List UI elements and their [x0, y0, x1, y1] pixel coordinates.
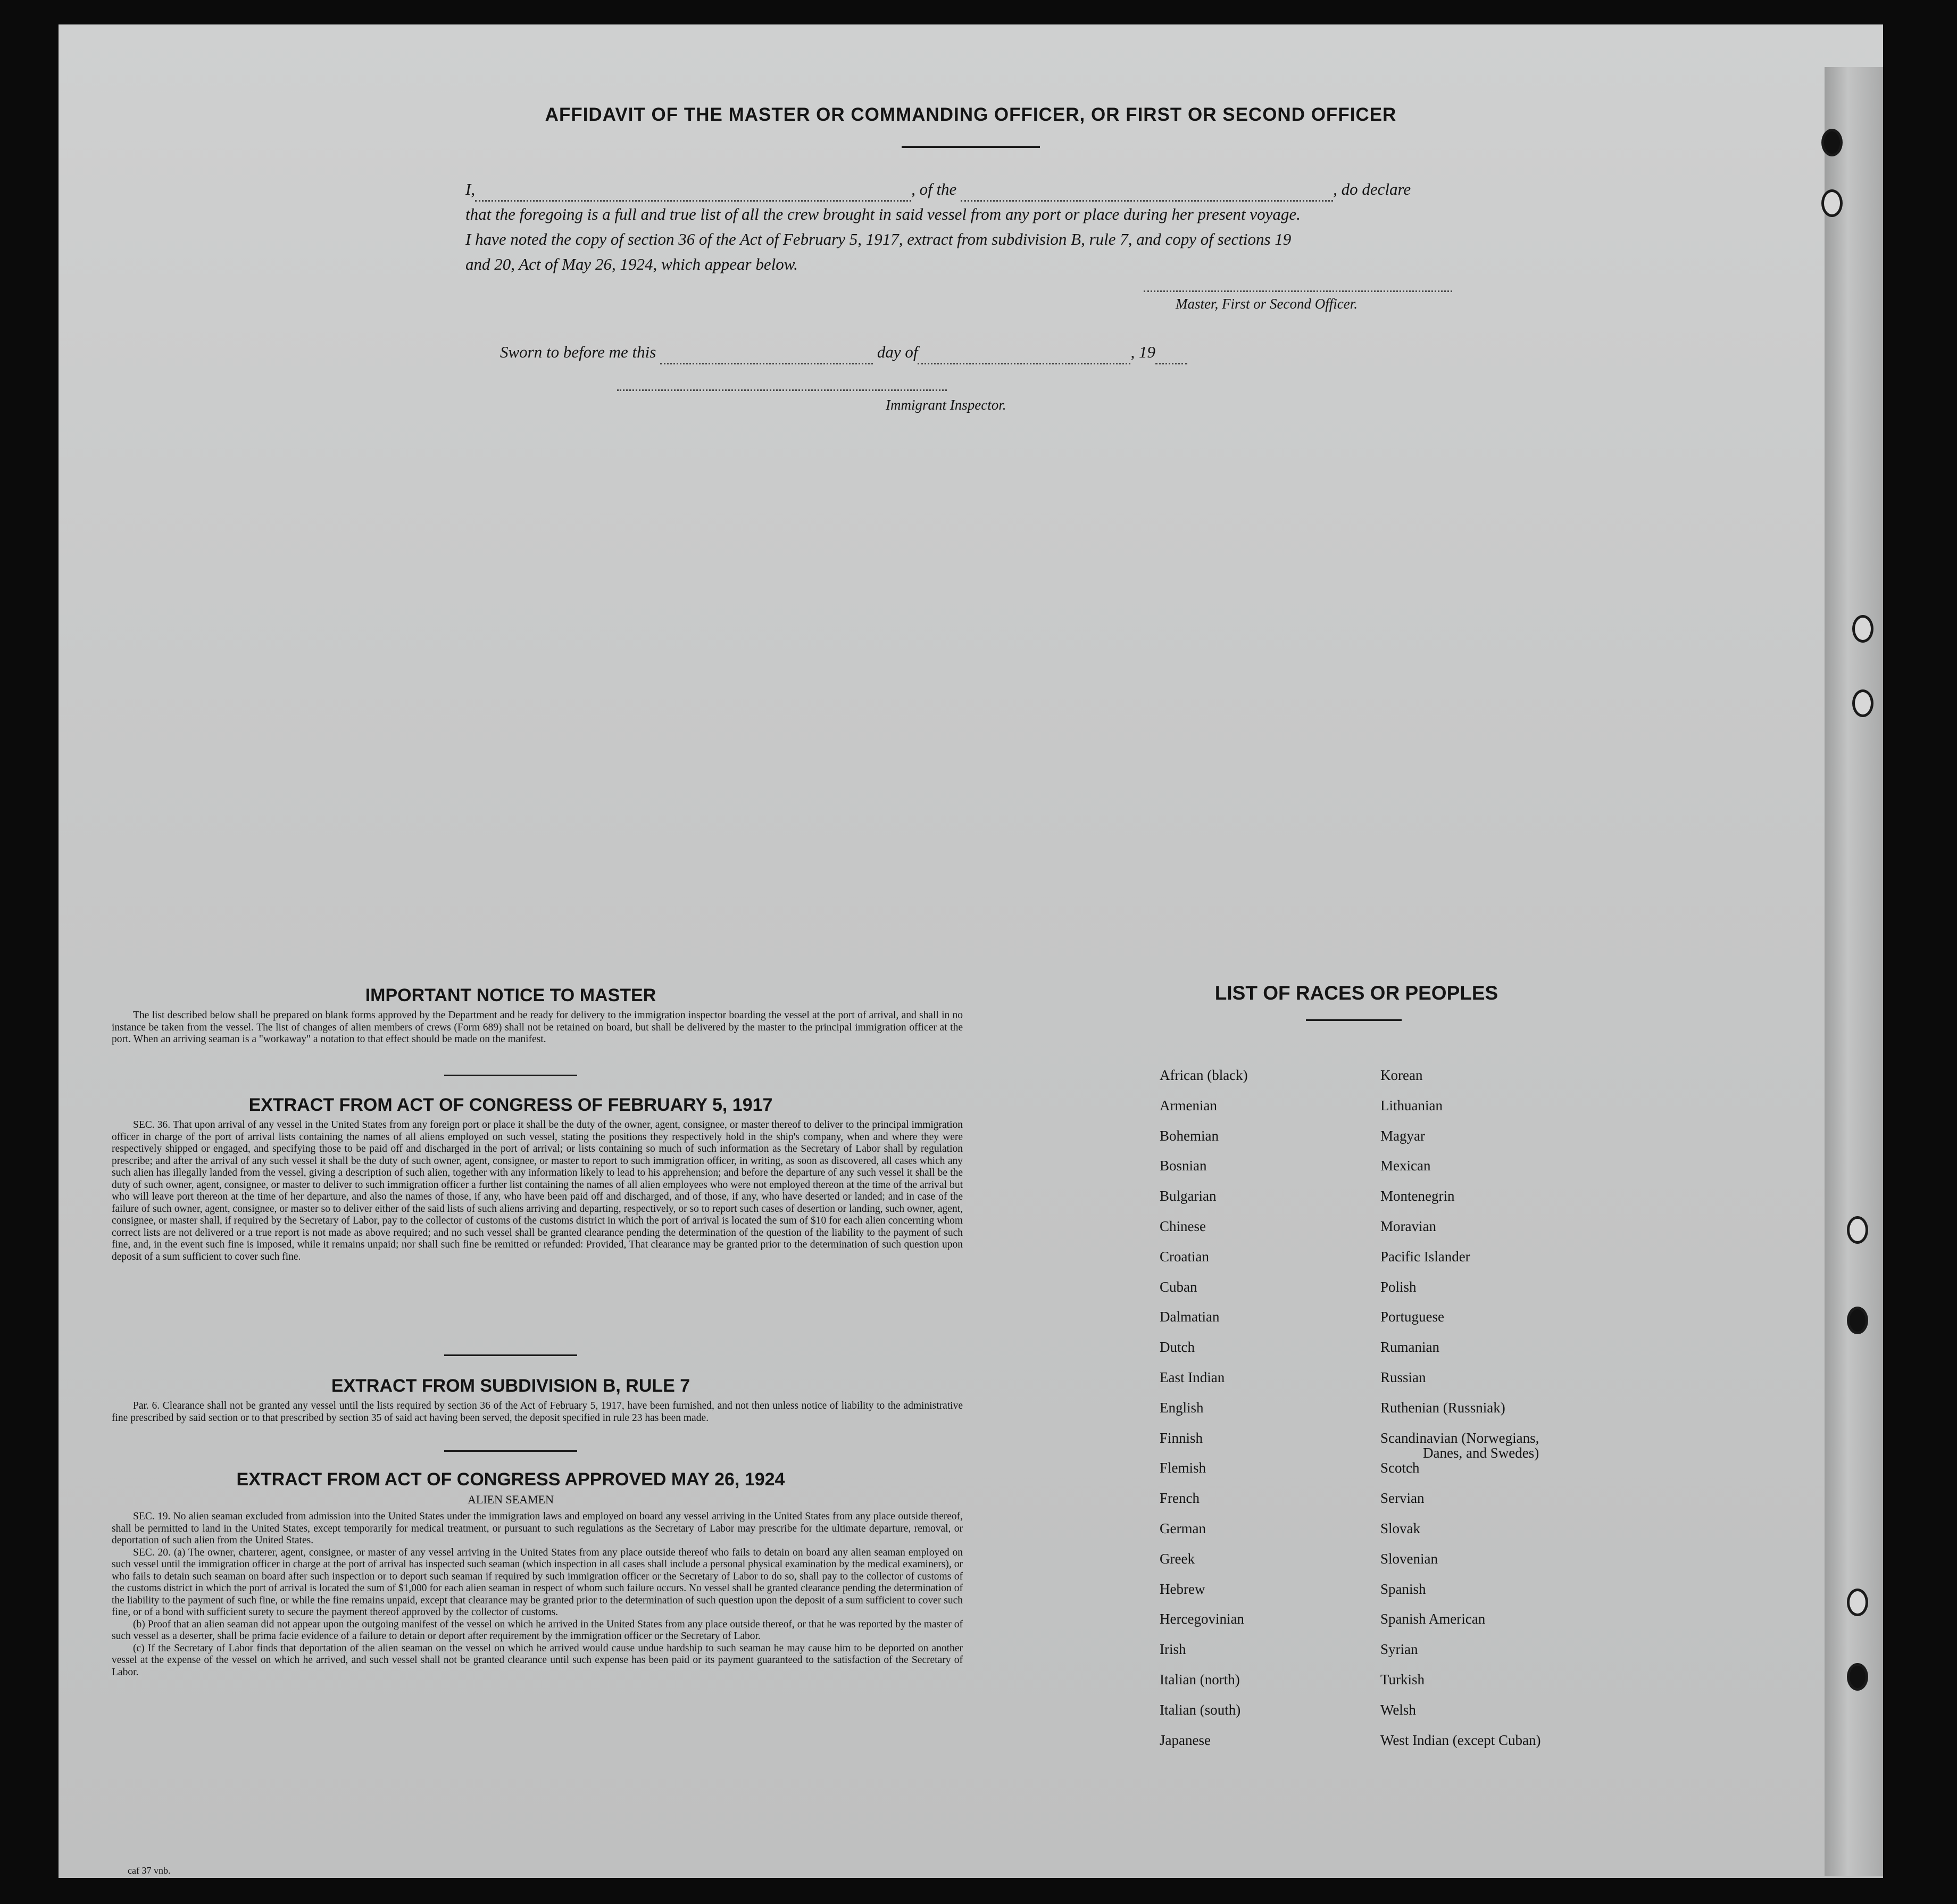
extract-1917-title: EXTRACT FROM ACT OF CONGRESS OF FEBRUARY 5, 1917 [248, 1095, 773, 1115]
sworn-prefix: Sworn to before me this [500, 343, 656, 361]
affidavit-do-declare: , do declare [1333, 180, 1411, 198]
race-item: Italian (north) [1160, 1671, 1240, 1687]
race-item: Bulgarian [1160, 1188, 1217, 1204]
year-prefix: , 19 [1130, 343, 1155, 361]
race-item: German [1160, 1520, 1206, 1536]
race-item: Slovenian [1380, 1550, 1438, 1567]
binder-hole [1847, 1216, 1868, 1244]
race-item: Chinese [1160, 1218, 1206, 1234]
race-item: Dalmatian [1160, 1309, 1220, 1325]
race-item: Cuban [1160, 1278, 1197, 1295]
race-item: Moravian [1380, 1218, 1436, 1234]
race-item: Flemish [1160, 1460, 1206, 1476]
race-item: Scandinavian (Norwegians, [1380, 1429, 1539, 1446]
race-item: African (black) [1160, 1067, 1248, 1083]
sworn-line [500, 339, 1489, 364]
race-item: Armenian [1160, 1097, 1217, 1113]
race-item: Finnish [1160, 1429, 1203, 1446]
race-item: Russian [1380, 1369, 1426, 1385]
vessel-field[interactable] [961, 184, 1333, 202]
race-item: Turkish [1380, 1671, 1425, 1687]
races-column-2 [1380, 1060, 1540, 1755]
day-of-label: day of [877, 343, 918, 361]
binder-hole [1852, 689, 1873, 717]
race-item: Hebrew [1160, 1581, 1205, 1597]
race-item: Mexican [1380, 1158, 1431, 1174]
race-item: French [1160, 1490, 1200, 1507]
inspector-signature-label: Immigrant Inspector. [886, 397, 1006, 413]
form-code: caf 37 vnb. [128, 1865, 171, 1876]
races-divider [1306, 1019, 1402, 1021]
extract-1924-title: EXTRACT FROM ACT OF CONGRESS APPROVED MAY 26, 1924 [236, 1469, 785, 1490]
master-signature-label: Master, First or Second Officer. [1176, 296, 1358, 312]
binder-hole [1847, 1663, 1868, 1691]
binder-hole [1821, 189, 1843, 217]
race-item: Magyar [1380, 1127, 1425, 1144]
race-item: Polish [1380, 1278, 1417, 1295]
binder-hole [1852, 615, 1873, 643]
title-divider [902, 146, 1040, 148]
race-item: Rumanian [1380, 1339, 1439, 1356]
race-item: Croatian [1160, 1248, 1209, 1265]
race-item: Dutch [1160, 1339, 1195, 1356]
race-item: Greek [1160, 1550, 1195, 1567]
affidavit-title: AFFIDAVIT OF THE MASTER OR COMMANDING OFFICER, OR FIRST OR SECOND OFFICER [545, 104, 1397, 125]
binder-hole [1847, 1307, 1868, 1334]
race-item: Korean [1380, 1067, 1423, 1083]
name-field[interactable] [475, 184, 911, 202]
sec20c-paragraph: (c) If the Secretary of Labor finds that deportation of the alien seaman on the vessel on which he arrived would cause undue hardship to such seaman he may cause him to be deported on another vessel at the expense of the vessel on which he arrived, and such vessel shall not be granted clearance until such expense has been paid or its payment guaranteed to the satisfaction of the Secretary of Labor. [112, 1642, 963, 1678]
races-column-1 [1160, 1060, 1248, 1755]
race-item: Danes, and Swedes) [1423, 1444, 1539, 1461]
race-item: Pacific Islander [1380, 1248, 1470, 1265]
notice-title: IMPORTANT NOTICE TO MASTER [365, 985, 656, 1005]
race-item: Italian (south) [1160, 1701, 1241, 1718]
extract-1917-body [112, 1119, 963, 1263]
inspector-signature-line[interactable] [617, 389, 947, 391]
notice-paragraph: The list described below shall be prepared on blank forms approved by the Department and be ready for delivery to the immigration inspector boarding the vessel at the port of arrival, and shall in no instance be taken from the vessel. The list of changes of alien members of crews (Form 689) shall not be retained on board, but shall be delivered by the master to the principal immigration officer at the port. When an arriving seaman is a "workaway" a notation to that effect should be made on the manifest. [112, 1010, 963, 1045]
race-item: Spanish [1380, 1581, 1426, 1597]
race-item: Spanish American [1380, 1611, 1486, 1627]
race-item: Servian [1380, 1490, 1425, 1507]
race-item: East Indian [1160, 1369, 1225, 1385]
extract-1924-body [112, 1511, 963, 1678]
affidavit-line-4: and 20, Act of May 26, 1924, which appear below. [465, 255, 798, 273]
affidavit-line-2: that the foregoing is a full and true list of all the crew brought in said vessel from any port or place during her present voyage. [465, 205, 1301, 223]
affidavit-of-the: , of the [911, 180, 957, 198]
affidavit-line-1 [465, 177, 1455, 202]
sworn-month-field[interactable] [918, 347, 1130, 364]
document-page [59, 24, 1883, 1878]
sworn-year-field[interactable] [1155, 347, 1187, 364]
sec20b-paragraph: (b) Proof that an alien seaman did not appear upon the outgoing manifest of the vessel on which he arrived in the United States from any place outside thereof, or that he was reported by the master of such vessel as a deserter, shall be prima facie evidence of a failure to detain or deport after requirement by the immigration officer or the Secretary of Labor. [112, 1618, 963, 1642]
race-item: Syrian [1380, 1641, 1418, 1658]
section-divider [444, 1450, 577, 1452]
race-item: Bohemian [1160, 1127, 1219, 1144]
affidavit-text [465, 177, 1455, 277]
race-item: Hercegovinian [1160, 1611, 1244, 1627]
rule7-title: EXTRACT FROM SUBDIVISION B, RULE 7 [331, 1376, 690, 1396]
race-item: Slovak [1380, 1520, 1421, 1536]
race-item: English [1160, 1399, 1204, 1416]
race-item: Ruthenian (Russniak) [1380, 1399, 1505, 1416]
race-item: Japanese [1160, 1732, 1211, 1748]
race-item: Lithuanian [1380, 1097, 1443, 1113]
section-divider [444, 1354, 577, 1356]
sworn-day-field[interactable] [660, 347, 873, 364]
master-signature-line[interactable] [1144, 290, 1452, 292]
races-title: LIST OF RACES OR PEOPLES [1214, 982, 1498, 1004]
race-item: West Indian (except Cuban) [1380, 1732, 1541, 1748]
binder-hole [1821, 129, 1843, 156]
rule7-body [112, 1400, 963, 1424]
section-divider [444, 1075, 577, 1076]
affidavit-i: I, [465, 180, 476, 198]
sec19-paragraph: SEC. 19. No alien seaman excluded from admission into the United States under the immigration laws and employed on board any vessel arriving in the United States from any place outside thereof, shall be permitted to land in the United States, except temporarily for medical treatment, or pursuant to such regulations as the Secretary of Labor may prescribe for the ultimate departure, removal, or deportation of such alien from the United States. [112, 1511, 963, 1546]
rule7-paragraph: Par. 6. Clearance shall not be granted any vessel until the lists required by section 36 of the Act of February 5, 1917, have been furnished, and not then unless notice of liability to the administrative fine prescribed by said section or to that prescribed by section 35 of said act having been served, the deposit specified in rule 23 has been made. [112, 1400, 963, 1424]
notice-body [112, 1010, 963, 1046]
race-item: Bosnian [1160, 1158, 1207, 1174]
race-item: Scotch [1380, 1460, 1420, 1476]
race-item: Irish [1160, 1641, 1186, 1658]
extract-1924-subtitle: ALIEN SEAMEN [468, 1493, 554, 1506]
sec20a-paragraph: SEC. 20. (a) The owner, charterer, agent, consignee, or master of any vessel arriving in the United States from any place outside thereof who fails to detain on board any alien seaman employed on such vessel until the immigration officer in charge at the port of arrival has inspected such seaman (which inspection in all cases shall include a personal physical examination by the medical examiners), or who fails to detain such seaman on board after such inspection or to deport such seaman if required by such immigration officer or the Secretary of Labor to do so, shall pay to the collector of customs of the customs district in which the port of arrival is located the sum of $1,000 for each alien seaman in respect of whom such failure occurs. No vessel shall be granted clearance pending the determination of the liability to the payment of such fine, or while the fine remains unpaid, except that clearance may be granted prior to the determination of such question upon the deposit of a sum sufficient to cover such fine, or of a bond with sufficient surety to secure the payment thereof approved by the collector of customs. [112, 1547, 963, 1618]
race-item: Portuguese [1380, 1309, 1444, 1325]
race-item: Montenegrin [1380, 1188, 1455, 1204]
binder-hole [1847, 1589, 1868, 1616]
race-item: Welsh [1380, 1701, 1416, 1718]
affidavit-line-3: I have noted the copy of section 36 of the Act of February 5, 1917, extract from subdivision B, rule 7, and copy of sections 19 [465, 230, 1292, 248]
extract-1917-paragraph: SEC. 36. That upon arrival of any vessel in the United States from any foreign port or place it shall be the duty of the owner, agent, consignee, or master thereof to deliver to the principal immigration officer in charge of the port of arrival lists containing the names of all aliens employed on such vessel, stating the positions they respectively hold in the ship's company, when and where they were respectively shipped or engaged, and specifying those to be paid off and discharged in the port of arrival; or lists containing so much of such information as the Secretary of Labor shall by regulation prescribe; and after the arrival of any such vessel it shall be the duty of such owner, agent, consignee, or master to report to such immigration officer, in writing, as soon as discovered, all cases which any such alien has illegally landed from the vessel, giving a description of such alien, together with any information likely to lead to his apprehension; and before the departure of any such vessel it shall be the duty of such owner, agent, consignee, or master to deliver to such immigration officer a further list containing the names of all alien employees who were not employed thereon at the time of the arrival but who will leave port thereon at the time of her departure, and also the names of those, if any, who have been paid off and discharged, and of those, if any, who have deserted or landed; and in case of the failure of such owner, agent, consignee, or master so to deliver either of the said lists of such aliens arriving and departing, respectively, or so to report such cases of desertion or landing, such owner, agent, consignee, or master shall, if required by the Secretary of Labor, pay to the collector of customs of the customs district in which the port of arrival is located the sum of $10 for each alien concerning whom correct lists are not delivered or a true report is not made as above required; and no such vessel shall be granted clearance pending the determination of the question of the liability to the payment of such fine, and, in the event such fine is imposed, while it remains unpaid; nor shall such fine be remitted or refunded: Provided, That clearance may be granted prior to the determination of such question upon deposit of a sum sufficient to cover such fine. [112, 1119, 963, 1262]
